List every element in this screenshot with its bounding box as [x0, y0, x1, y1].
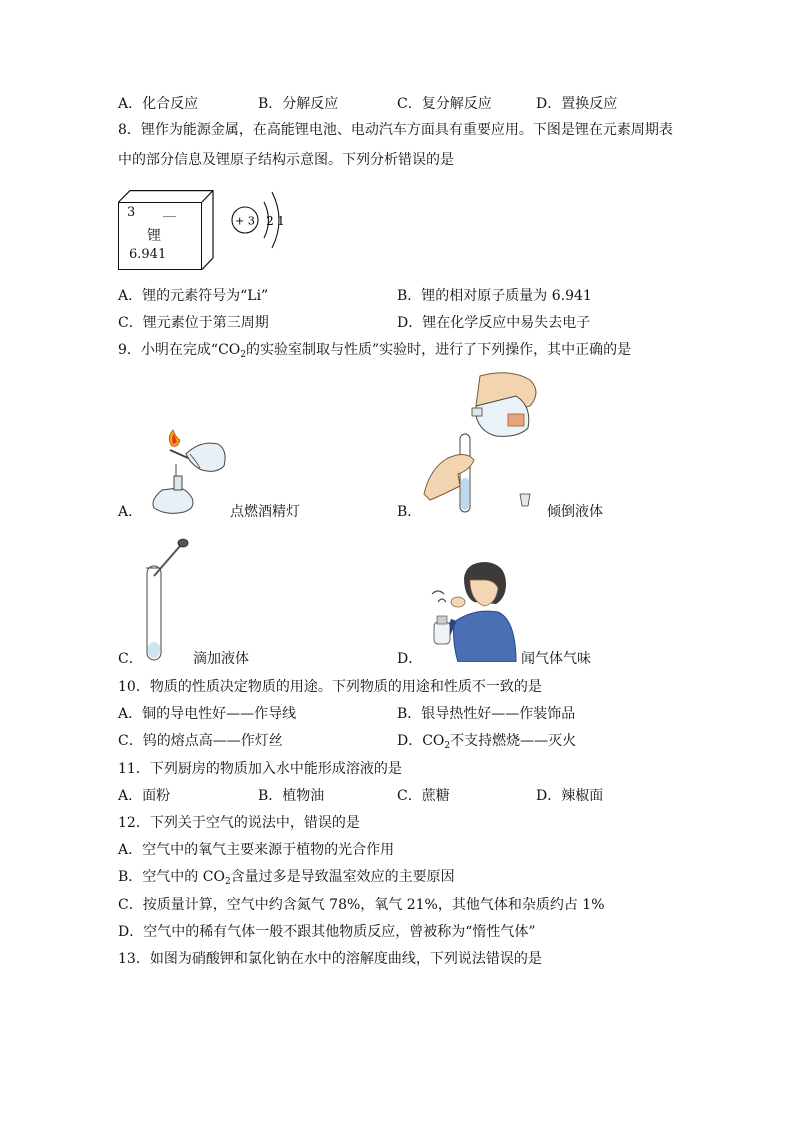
- q10-stem: 10．物质的性质决定物质的用途。下列物质的用途和性质不一致的是: [118, 679, 542, 695]
- atomic-mass: 6.941: [129, 247, 167, 262]
- q8-option-c: C．锂元素位于第三周期: [118, 315, 269, 331]
- q11-option-a: A．面粉: [118, 788, 171, 804]
- smell-gas-illustration: [424, 558, 520, 662]
- q9-stem: 9．小明在完成“$CO_2$的实验室制取与性质”实验时，进行了下列操作，其中正确的是: [118, 342, 632, 360]
- q11-option-b: B．植物油: [258, 788, 325, 804]
- q9-option-d-caption: 闻气体气味: [521, 651, 591, 667]
- shell-2-electrons: 1: [277, 214, 285, 228]
- q9-option-c-caption: 滴加液体: [193, 651, 249, 667]
- element-symbol-blank: __: [163, 203, 176, 218]
- element-name: 锂: [147, 228, 161, 244]
- nucleus-charge: + 3: [235, 214, 255, 228]
- q7-option-d: D．置换反应: [536, 96, 618, 112]
- q9-option-b-caption: 倾倒液体: [547, 504, 603, 520]
- q11-stem: 11．下列厨房的物质加入水中能形成溶液的是: [118, 761, 402, 777]
- q9-option-a-caption: 点燃酒精灯: [230, 504, 300, 520]
- q11-option-d: D．辣椒面: [536, 788, 604, 804]
- q9-option-a-letter: A．: [118, 504, 143, 520]
- q9-option-b-letter: B．: [397, 504, 422, 520]
- atomic-number: 3: [127, 205, 136, 220]
- shell-1-electrons: 2: [266, 214, 274, 228]
- q8-option-d: D．锂在化学反应中易失去电子: [397, 315, 591, 331]
- q8-stem-line2: 中的部分信息及锂原子结构示意图。下列分析错误的是: [118, 152, 454, 168]
- q12-option-b: B．空气中的 $CO_2$含量过多是导致温室效应的主要原因: [118, 869, 455, 887]
- alcohol-lamp-illustration: [140, 424, 232, 516]
- q12-option-c: C．按质量计算，空气中约含氮气 78%，氧气 21%，其他气体和杂质约占 1%: [118, 897, 605, 913]
- dropper-illustration: [140, 536, 192, 664]
- periodic-table-cell: [118, 190, 214, 270]
- q10-option-d: D．$CO_2$不支持燃烧——灭火: [397, 733, 577, 751]
- q13-stem: 13．如图为硝酸钾和氯化钠在水中的溶解度曲线，下列说法错误的是: [118, 951, 542, 967]
- atom-structure-diagram: [228, 184, 288, 260]
- q10-option-c: C．钨的熔点高——作灯丝: [118, 733, 283, 749]
- q10-option-b: B．银导热性好——作装饰品: [397, 706, 576, 722]
- q8-stem-line1: 8．锂作为能源金属，在高能锂电池、电动汽车方面具有重要应用。下图是锂在元素周期表: [118, 122, 673, 138]
- q8-option-b: B．锂的相对原子质量为 6.941: [397, 288, 592, 304]
- q10-option-a: A．铜的导电性好——作导线: [118, 706, 297, 722]
- q9-option-d-letter: D．: [397, 651, 423, 667]
- q7-option-c: C．复分解反应: [397, 96, 492, 112]
- q9-option-c-letter: C．: [118, 651, 143, 667]
- pour-liquid-illustration: [420, 366, 550, 516]
- q12-option-a: A．空气中的氧气主要来源于植物的光合作用: [118, 842, 395, 858]
- q12-option-d: D．空气中的稀有气体一般不跟其他物质反应，曾被称为“惰性气体”: [118, 924, 536, 940]
- q12-stem: 12．下列关于空气的说法中，错误的是: [118, 815, 360, 831]
- q8-option-a: A．锂的元素符号为“Li”: [118, 288, 269, 304]
- q7-option-a: A．化合反应: [118, 96, 199, 112]
- q11-option-c: C．蔗糖: [397, 788, 450, 804]
- q7-option-b: B．分解反应: [258, 96, 339, 112]
